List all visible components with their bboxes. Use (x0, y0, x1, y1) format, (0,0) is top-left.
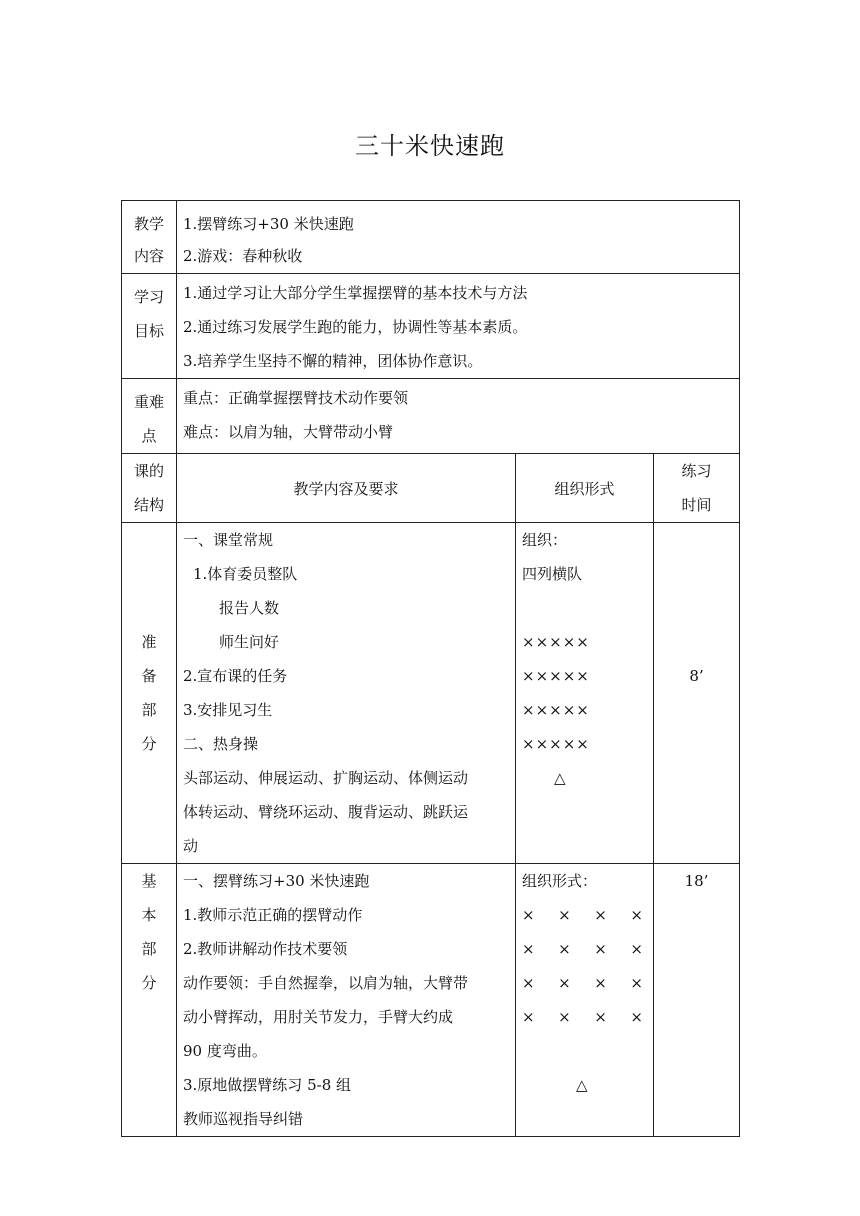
student-mark: × (594, 940, 607, 958)
prep-line: 头部运动、伸展运动、扩胸运动、体侧运动 (183, 769, 469, 787)
basic-time-cell (654, 864, 740, 1137)
student-mark: × (522, 974, 535, 992)
basic-label-char: 基 (141, 872, 157, 890)
content-label (122, 201, 177, 274)
prep-section-row (122, 523, 740, 864)
prep-line: 1.体育委员整队 (193, 565, 298, 583)
student-mark: × (558, 974, 571, 992)
student-mark: × (522, 906, 535, 924)
student-mark: × (630, 1008, 643, 1026)
header-content-requirements: 教学内容及要求 (177, 454, 516, 523)
goal-line: 1.通过学习让大部分学生掌握摆臂的基本技术与方法 (183, 284, 528, 302)
keypoints-label-line: 重难 (133, 393, 164, 411)
content-label-line: 教学 (133, 215, 164, 233)
formation-row: ××××× (522, 667, 590, 685)
header-time-line: 时间 (681, 496, 712, 514)
prep-line: 报告人数 (219, 599, 280, 617)
basic-line: 3.原地做摆臂练习 5-8 组 (183, 1076, 352, 1094)
prep-label-char: 准 (141, 633, 157, 651)
basic-line: 一、摆臂练习+30 米快速跑 (183, 872, 370, 890)
content-row (122, 201, 740, 274)
student-mark: × (558, 1008, 571, 1026)
student-mark: × (594, 974, 607, 992)
header-time (654, 454, 740, 523)
formation-row (522, 1000, 653, 1034)
prep-line: 一、课堂常规 (183, 531, 274, 549)
basic-label-char: 部 (141, 940, 157, 958)
student-mark: × (522, 940, 535, 958)
header-structure-line: 结构 (133, 496, 164, 514)
prep-label-char: 分 (141, 735, 157, 753)
basic-content-cell (177, 864, 516, 1137)
basic-label (122, 864, 177, 1137)
structure-header-row (122, 454, 740, 523)
keypoints-row (122, 379, 740, 454)
basic-label-char: 分 (141, 974, 157, 992)
student-mark: × (558, 906, 571, 924)
formation-row: ××××× (522, 633, 590, 651)
header-structure-line: 课的 (133, 462, 164, 480)
goals-label-line: 学习 (133, 288, 164, 306)
prep-org-line: 组织： (522, 531, 568, 549)
student-mark: × (630, 906, 643, 924)
content-line: 2.游戏：春种秋收 (183, 247, 303, 265)
prep-line: 师生问好 (219, 633, 280, 651)
goals-cell (177, 274, 740, 379)
prep-org-line (522, 591, 653, 625)
keypoints-label-line: 点 (141, 427, 157, 445)
page-title: 三十米快速跑 (355, 132, 505, 160)
student-mark: × (630, 974, 643, 992)
prep-org-line: 四列横队 (522, 565, 583, 583)
prep-org-cell (516, 523, 654, 864)
student-mark: × (594, 906, 607, 924)
prep-line: 3.安排见习生 (183, 701, 273, 719)
basic-section-row (122, 864, 740, 1137)
formation-row (522, 932, 653, 966)
prep-line: 二、热身操 (183, 735, 259, 753)
basic-label-char: 本 (141, 906, 157, 924)
teacher-mark: △ (576, 1076, 588, 1094)
basic-line: 2.教师讲解动作技术要领 (183, 940, 348, 958)
goal-line: 2.通过练习发展学生跑的能力，协调性等基本素质。 (183, 318, 528, 336)
keypoints-label (122, 379, 177, 454)
content-cell (177, 201, 740, 274)
student-mark: × (522, 1008, 535, 1026)
teacher-mark: △ (554, 769, 566, 787)
lesson-plan-table (121, 200, 740, 1137)
basic-line: 1.教师示范正确的摆臂动作 (183, 906, 363, 924)
formation-row: ××××× (522, 735, 590, 753)
formation-row: ××××× (522, 701, 590, 719)
formation-row (522, 898, 653, 932)
basic-time: 18’ (684, 872, 709, 890)
formation-row (522, 966, 653, 1000)
keypoint-line: 重点：正确掌握摆臂技术动作要领 (183, 389, 409, 407)
prep-line: 体转运动、臂绕环运动、腹背运动、跳跃运 (183, 803, 469, 821)
prep-label-char: 部 (141, 701, 157, 719)
prep-time-cell (654, 523, 740, 864)
basic-org-cell (516, 864, 654, 1137)
prep-line: 动 (183, 837, 199, 855)
header-time-line: 练习 (681, 462, 712, 480)
header-organization: 组织形式 (516, 454, 654, 523)
content-line: 1.摆臂练习+30 米快速跑 (183, 215, 354, 233)
prep-label (122, 523, 177, 864)
student-mark: × (558, 940, 571, 958)
basic-line: 动作要领：手自然握拳，以肩为轴，大臂带 (183, 974, 469, 992)
goals-label (122, 274, 177, 379)
basic-org-title: 组织形式： (522, 872, 598, 890)
prep-time: 8’ (689, 667, 704, 685)
prep-content-cell (177, 523, 516, 864)
content-label-line: 内容 (133, 247, 164, 265)
prep-line: 2.宣布课的任务 (183, 667, 288, 685)
basic-line: 动小臂挥动，用肘关节发力，手臂大约成 (183, 1008, 454, 1026)
keypoints-cell (177, 379, 740, 454)
student-mark: × (630, 940, 643, 958)
basic-line: 教师巡视指导纠错 (183, 1110, 304, 1128)
keypoint-line: 难点：以肩为轴，大臂带动小臂 (183, 423, 394, 441)
header-structure (122, 454, 177, 523)
goals-row (122, 274, 740, 379)
goal-line: 3.培养学生坚持不懈的精神，团体协作意识。 (183, 352, 483, 370)
goals-label-line: 目标 (133, 322, 164, 340)
basic-line: 90 度弯曲。 (183, 1042, 267, 1060)
prep-label-char: 备 (141, 667, 157, 685)
student-mark: × (594, 1008, 607, 1026)
